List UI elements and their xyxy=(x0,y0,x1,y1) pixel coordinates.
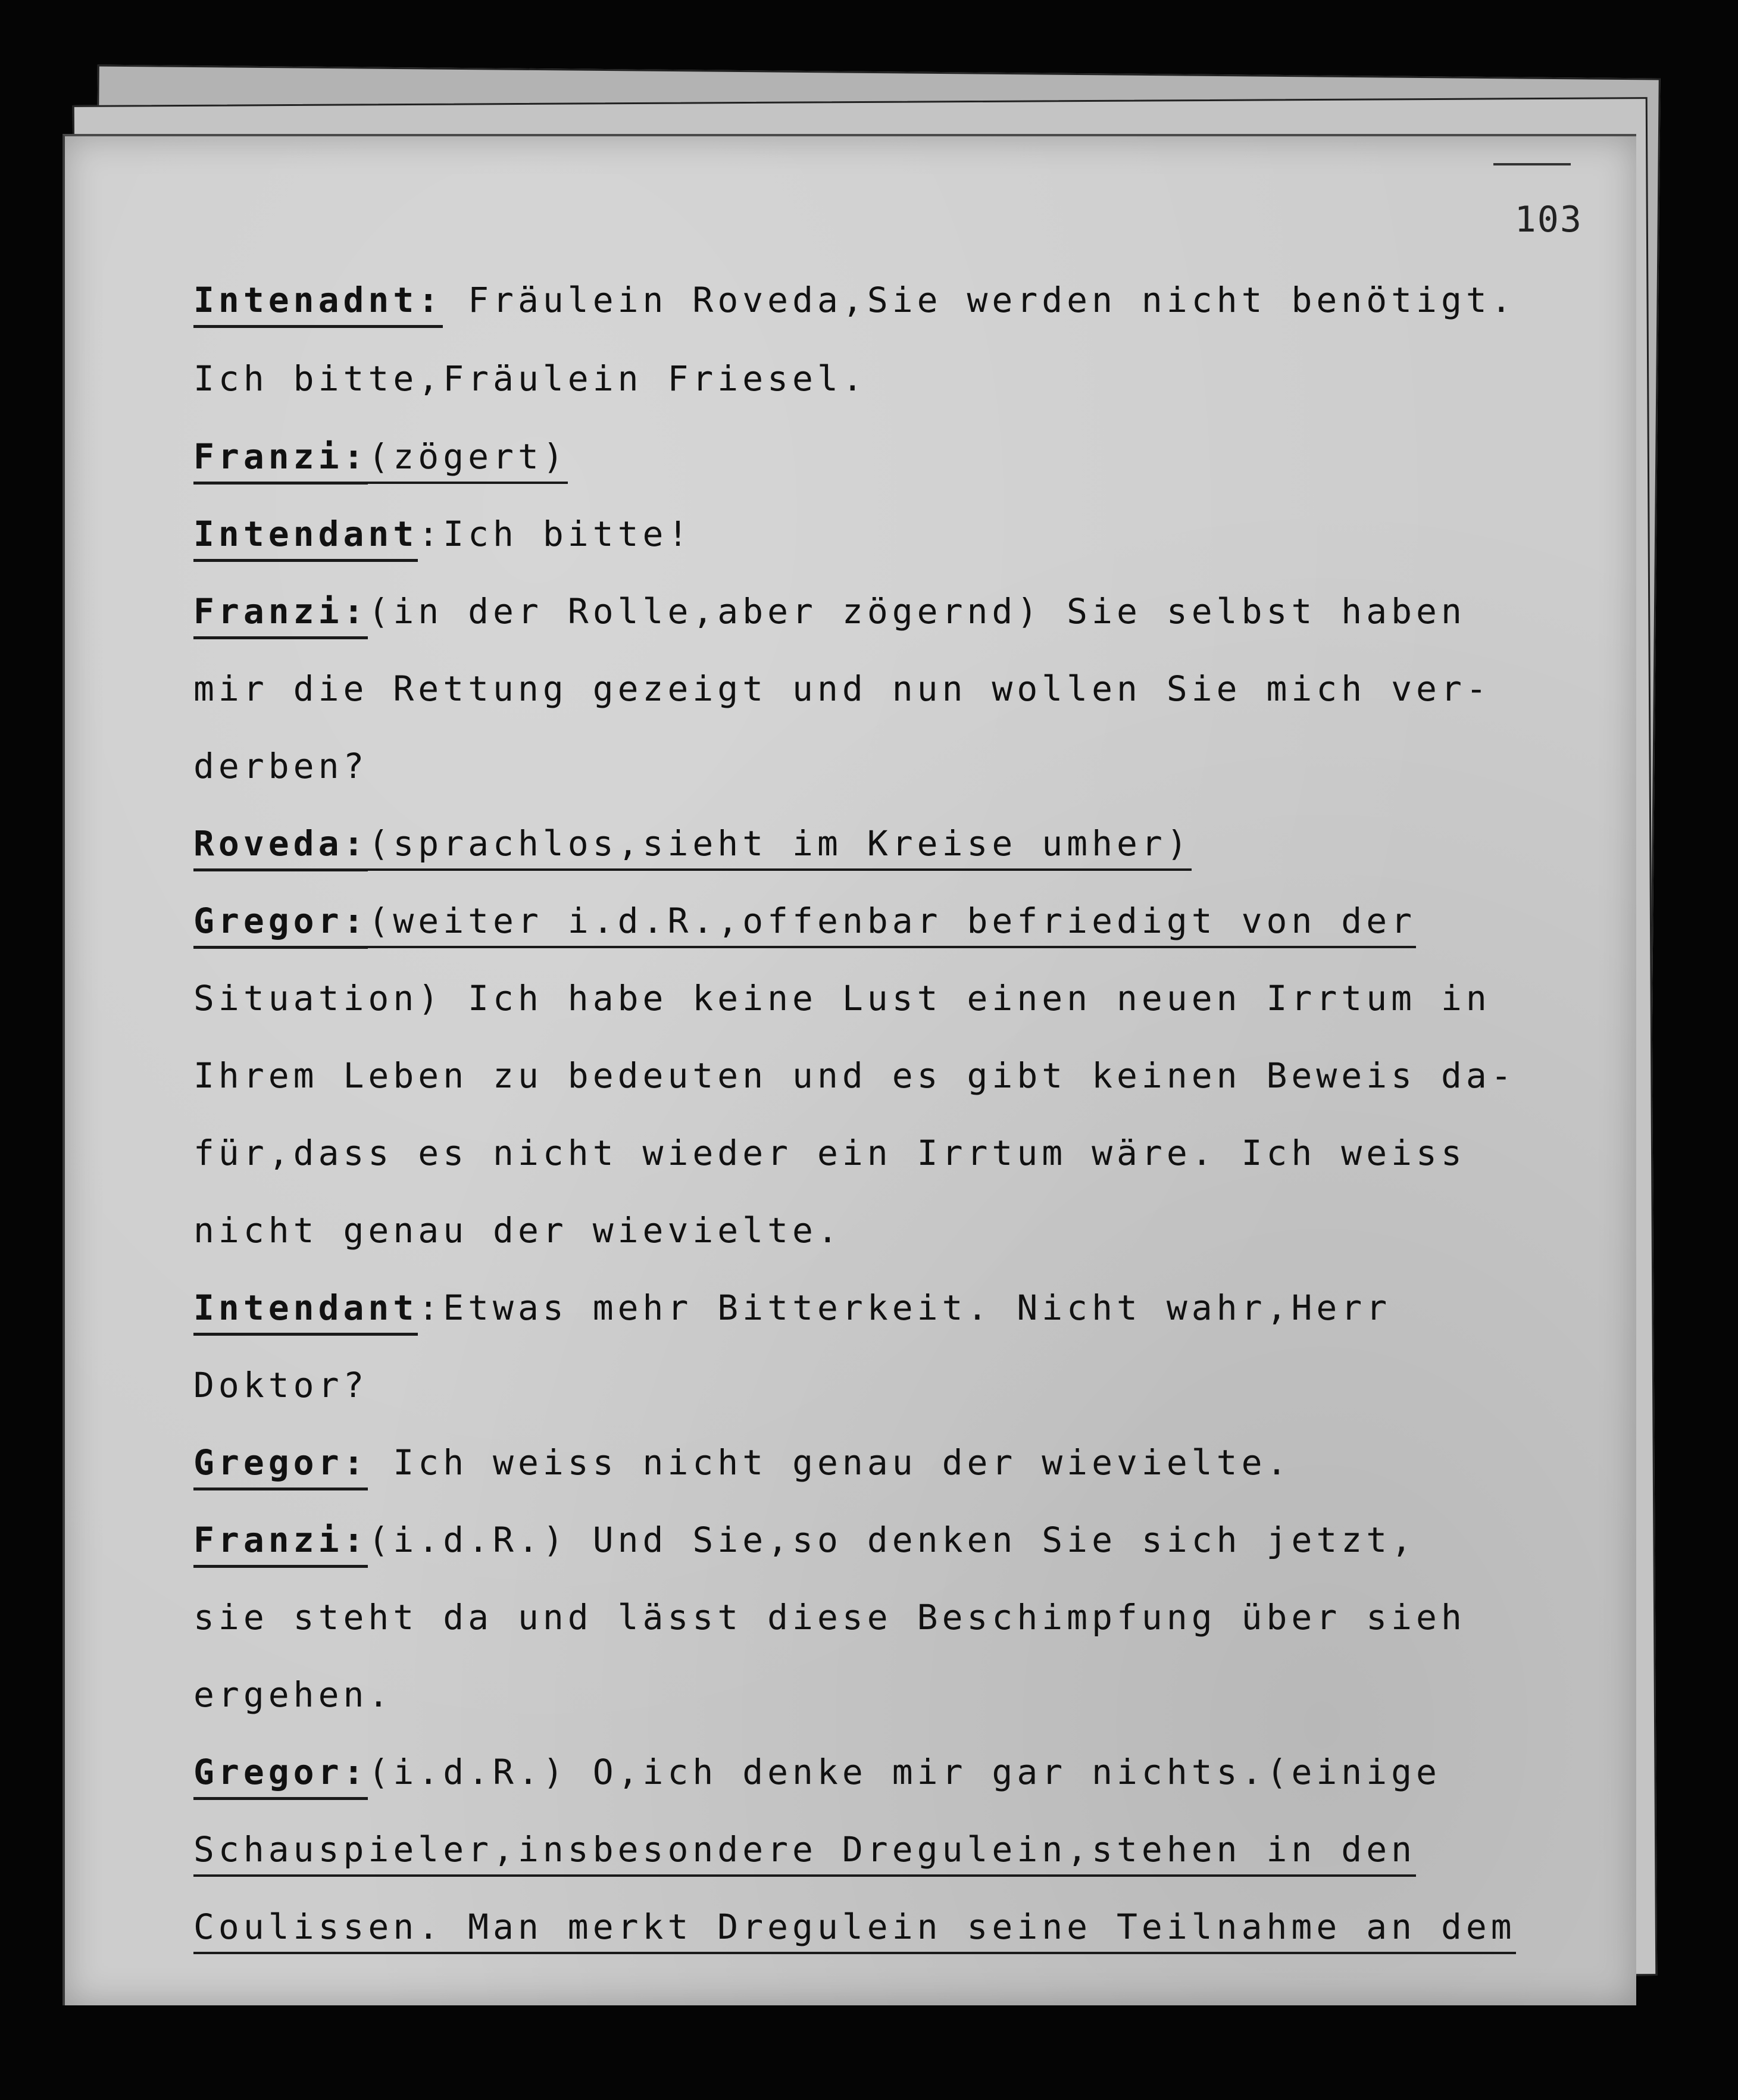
line-text: :Etwas mehr Bitterkeit. Nicht wahr,Herr xyxy=(418,1288,1392,1328)
text-line xyxy=(193,1288,1392,1328)
line-text: Ihrem Leben zu bedeuten und es gibt keinen Beweis da- xyxy=(193,1055,1516,1096)
speaker-label: Franzi: xyxy=(193,591,368,639)
text-line xyxy=(193,436,568,477)
speaker-label: Intendant xyxy=(193,514,418,562)
line-text: (sprachlos,sieht im Kreise umher) xyxy=(368,823,1191,871)
speaker-label: Gregor: xyxy=(193,1442,368,1490)
text-line xyxy=(193,901,1417,941)
text-line xyxy=(193,1597,1466,1638)
text-line xyxy=(193,1907,1516,1947)
line-text: (i.d.R.) Und Sie,so denken Sie sich jetzt, xyxy=(368,1520,1417,1560)
text-line xyxy=(193,1442,1292,1483)
text-line xyxy=(193,1365,368,1405)
text-line xyxy=(193,514,693,554)
text-line xyxy=(193,591,1466,632)
text-line xyxy=(193,1752,1441,1792)
line-text: Situation) Ich habe keine Lust einen neuen Irrtum in xyxy=(193,978,1491,1018)
text-line xyxy=(193,1133,1466,1173)
text-line xyxy=(193,668,1491,709)
line-text: mir die Rettung gezeigt und nun wollen Sie mich ver- xyxy=(193,668,1491,709)
line-text: Ich weiss nicht genau der wievielte. xyxy=(393,1442,1292,1483)
page-number: 103 xyxy=(1514,199,1583,240)
line-text: Schauspieler,insbesondere Dregulein,stehen in den xyxy=(193,1829,1416,1877)
pencil-mark xyxy=(1493,163,1571,165)
speaker-label: Gregor: xyxy=(193,901,368,949)
text-line xyxy=(193,1520,1417,1560)
line-text: Fräulein Roveda,Sie werden nicht benötigt. xyxy=(468,280,1516,320)
text-line xyxy=(193,1210,842,1251)
speaker-label: Gregor: xyxy=(193,1752,368,1800)
speaker-label: Franzi: xyxy=(193,436,368,485)
text-line xyxy=(193,823,1192,864)
line-text: (i.d.R.) O,ich denke mir gar nichts.(einige xyxy=(368,1752,1441,1792)
line-text: für,dass es nicht wieder ein Irrtum wäre. Ich weiss xyxy=(193,1133,1466,1173)
text-line xyxy=(193,280,1516,320)
text-line xyxy=(193,746,368,786)
line-text: derben? xyxy=(193,746,368,786)
text-line xyxy=(193,358,867,399)
text-line xyxy=(193,1055,1516,1096)
line-text: nicht genau der wievielte. xyxy=(193,1210,842,1251)
text-line xyxy=(193,978,1491,1018)
line-text: (in der Rolle,aber zögernd) Sie selbst haben xyxy=(368,591,1466,632)
line-text: Ich bitte,Fräulein Friesel. xyxy=(193,358,867,399)
speaker-label: Intenadnt: xyxy=(193,280,443,328)
text-line xyxy=(193,1829,1417,1870)
line-text: Coulissen. Man merkt Dregulein seine Teilnahme an dem xyxy=(193,1907,1516,1954)
line-text: :Ich bitte! xyxy=(418,514,693,554)
speaker-label: Franzi: xyxy=(193,1520,368,1568)
text-line xyxy=(193,1674,393,1715)
speaker-label: Roveda: xyxy=(193,823,368,871)
line-text: (weiter i.d.R.,offenbar befriedigt von der xyxy=(368,901,1416,948)
speaker-label: Intendant xyxy=(193,1288,418,1336)
line-text: (zögert) xyxy=(368,436,567,484)
line-text: sie steht da und lässt diese Beschimpfung über sieh xyxy=(193,1597,1466,1638)
line-text: ergehen. xyxy=(193,1674,393,1715)
line-text: Doktor? xyxy=(193,1365,368,1405)
